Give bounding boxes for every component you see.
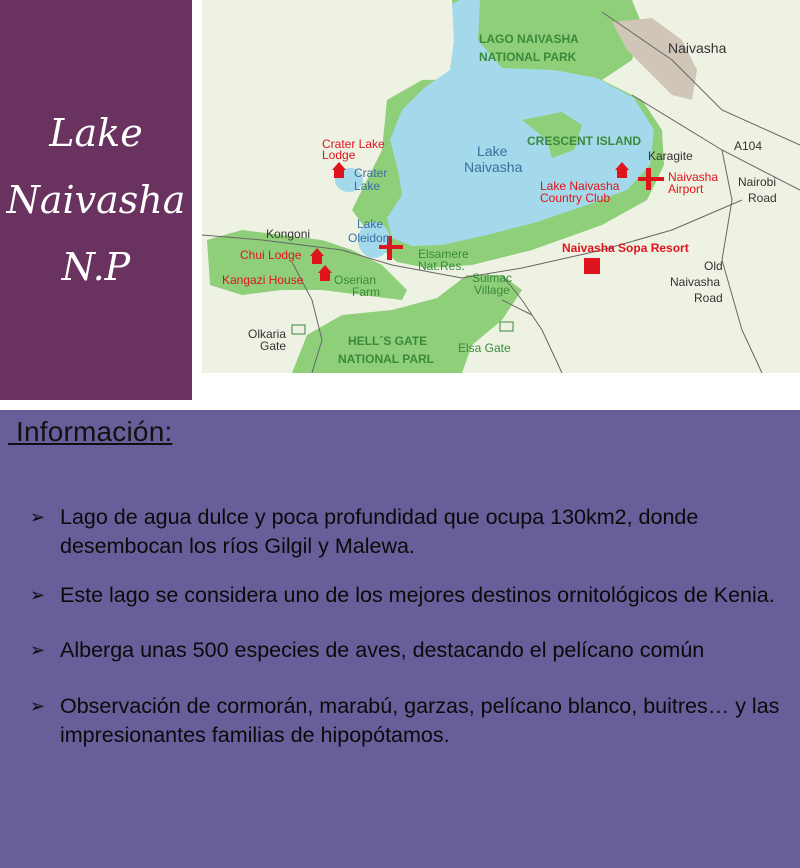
label-crater-lake-1: Crater (354, 166, 388, 180)
label-lago-park-1: LAGO NAIVASHA (479, 32, 579, 46)
arrow-bullet-icon: ➢ (30, 696, 46, 716)
list-item (30, 581, 800, 610)
label-olkaria-2: Gate (260, 339, 287, 353)
label-naivasha-town: Naivasha (668, 40, 727, 56)
label-country-club-2: Country Club (540, 191, 611, 205)
list-item (30, 636, 800, 665)
bullet-text: Alberga unas 500 especies de aves, destacando el pelícano común (60, 638, 705, 662)
label-oserian-1: Oserian (334, 273, 377, 287)
title-line-1: Lake (49, 111, 143, 155)
label-crater-lodge-2: Lodge (322, 148, 356, 162)
label-crater-lake-2: Lake (354, 179, 381, 193)
info-heading: Información: (8, 416, 173, 447)
label-crater-lodge-1: Crater Lake (322, 137, 385, 151)
label-elsamere-2: Nat.Res. (418, 259, 465, 273)
label-elsamere-1: Elsamere (418, 247, 469, 261)
label-chui-lodge: Chui Lodge (240, 248, 302, 262)
label-oleidon-2: Oleidon (348, 231, 390, 245)
title-panel (0, 0, 192, 400)
label-airport-1: Naivasha (668, 170, 719, 184)
label-sulmac-1: Sulmac (472, 271, 513, 285)
bullet-text: Lago de agua dulce y poca profundidad que ocupa 130km2, donde desembocan los ríos Gilgil y Malewa. (60, 505, 699, 558)
bullet-text: Observación de cormorán, marabú, garzas, pelícano blanco, buitres… y las impresionantes familias de hipopótamos. (60, 694, 780, 747)
label-nairobi-road-2: Road (748, 191, 777, 205)
label-crescent-island: CRESCENT ISLAND (527, 134, 642, 148)
label-kongoni: Kongoni (266, 227, 311, 241)
label-kangazi-house: Kangazi House (222, 273, 304, 287)
label-airport-2: Airport (668, 182, 704, 196)
label-lago-park-2: NATIONAL PARK (479, 50, 577, 64)
arrow-bullet-icon: ➢ (30, 507, 46, 527)
label-country-club-1: Lake Naivasha (540, 179, 620, 193)
label-olkaria-1: Olkaria (248, 327, 287, 341)
label-sopa-resort: Naivasha Sopa Resort (562, 241, 689, 255)
label-lake-1: Lake (477, 143, 508, 159)
list-item (30, 692, 800, 750)
label-old-road-3: Road (694, 291, 723, 305)
label-lake-2: Naivasha (464, 159, 523, 175)
info-panel (0, 410, 800, 868)
arrow-bullet-icon: ➢ (30, 585, 46, 605)
title-line-2: Naivasha (6, 178, 186, 222)
title-line-3: N.P (61, 245, 131, 289)
label-karagite: Karagite (648, 149, 693, 163)
label-elsa-gate: Elsa Gate (458, 341, 511, 355)
label-a104: A104 (734, 139, 763, 153)
label-sulmac-2: Village (474, 283, 510, 297)
label-oserian-2: Farm (352, 285, 380, 299)
label-old-road-2: Naivasha (670, 275, 721, 289)
info-bullet-list (30, 503, 800, 750)
label-old-road-1: Old (704, 259, 723, 273)
list-item (30, 503, 800, 561)
label-oleidon-1: Lake (357, 217, 384, 231)
sopa-resort-marker (584, 258, 600, 274)
label-hells-gate-2: NATIONAL PARL (338, 352, 434, 366)
naivasha-map (202, 0, 800, 373)
label-hells-gate-1: HELL´S GATE (348, 334, 428, 348)
arrow-bullet-icon: ➢ (30, 640, 46, 660)
page-title (0, 100, 192, 301)
label-nairobi-road-1: Nairobi (738, 175, 777, 189)
bullet-text: Este lago se considera uno de los mejores destinos ornitológicos de Kenia. (60, 583, 775, 607)
